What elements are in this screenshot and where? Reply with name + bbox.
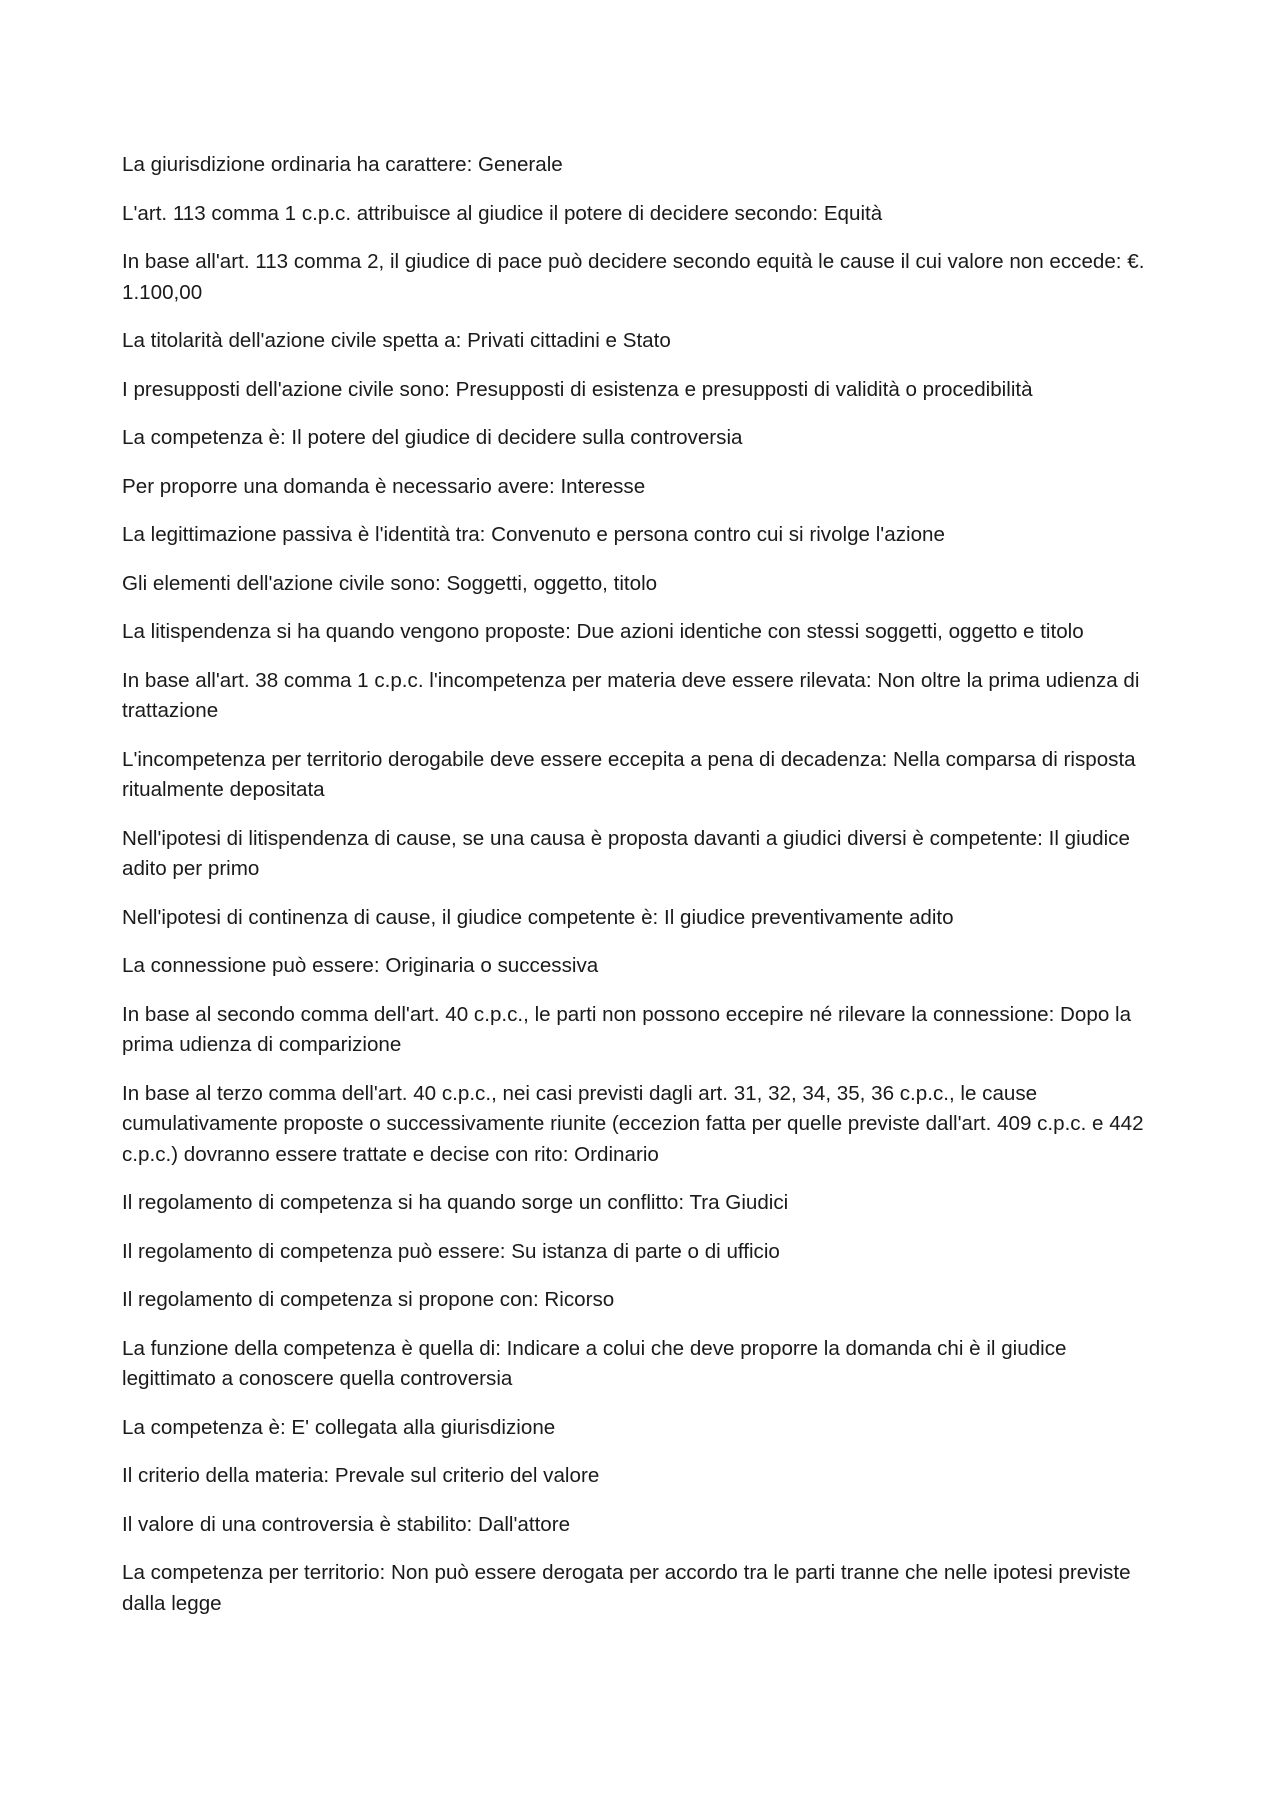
paragraph: Gli elementi dell'azione civile sono: Soggetti, oggetto, titolo [122, 571, 658, 595]
paragraph: Il criterio della materia: Prevale sul criterio del valore [122, 1464, 600, 1487]
paragraph: In base all'art. 113 comma 2, il giudice di pace può decidere secondo equità le cause il cui valore non eccede: €. 1.100,00 [122, 250, 1145, 304]
paragraph: La litispendenza si ha quando vengono proposte: Due azioni identiche con stessi soggetti, oggetto e titolo [122, 620, 1084, 643]
paragraph: Il regolamento di competenza si propone con: Ricorso [122, 1288, 615, 1311]
paragraph: Per proporre una domanda è necessario avere: Interesse [122, 474, 646, 498]
paragraph: La competenza per territorio: Non può essere derogata per accordo tra le parti tranne che nelle ipotesi previste dalla legge [122, 1561, 1131, 1615]
paragraph: La connessione può essere: Originaria o successiva [122, 954, 599, 977]
paragraph: In base al secondo comma dell'art. 40 c.p.c., le parti non possono eccepire né rilevare la connessione: Dopo la prima udienza di comparizione [122, 1002, 1132, 1056]
paragraph: L'art. 113 comma 1 c.p.c. attribuisce al giudice il potere di decidere secondo: Equità [122, 201, 883, 225]
paragraph: Il regolamento di competenza si ha quando sorge un conflitto: Tra Giudici [122, 1191, 789, 1214]
document-body [122, 150, 1162, 1637]
paragraph: La competenza è: Il potere del giudice di decidere sulla controversia [122, 426, 743, 449]
paragraph: La titolarità dell'azione civile spetta a: Privati cittadini e Stato [122, 329, 671, 352]
paragraph: I presupposti dell'azione civile sono: Presupposti di esistenza e presupposti di validità o procedibilità [122, 377, 1033, 401]
paragraph: La competenza è: E' collegata alla giurisdizione [122, 1415, 556, 1439]
paragraph: La funzione della competenza è quella di: Indicare a colui che deve proporre la domanda chi è il giudice legittimato a conoscere quella controversia [122, 1336, 1067, 1390]
paragraph: In base al terzo comma dell'art. 40 c.p.c., nei casi previsti dagli art. 31, 32, 34, 35, 36 c.p.c., le cause cumulativamente proposte o successivamente riunite (eccezion fatta per quelle previste dall'art. 409 c.p.c. e 442 c.p.c.) dovranno essere trattate e decise con rito: Ordinario [122, 1081, 1144, 1166]
paragraph: La giurisdizione ordinaria ha carattere: Generale [122, 153, 563, 176]
paragraph: Il regolamento di competenza può essere: Su istanza di parte o di ufficio [122, 1239, 780, 1263]
paragraph: Nell'ipotesi di continenza di cause, il giudice competente è: Il giudice preventivamente adito [122, 905, 954, 929]
paragraph: Il valore di una controversia è stabilito: Dall'attore [122, 1512, 571, 1536]
paragraph: Nell'ipotesi di litispendenza di cause, se una causa è proposta davanti a giudici diversi è competente: Il giudice adito per primo [122, 826, 1130, 880]
paragraph: In base all'art. 38 comma 1 c.p.c. l'incompetenza per materia deve essere rilevata: Non oltre la prima udienza di trattazione [122, 668, 1140, 722]
paragraph: La legittimazione passiva è l'identità tra: Convenuto e persona contro cui si rivolge l'azione [122, 523, 945, 546]
paragraph: L'incompetenza per territorio derogabile deve essere eccepita a pena di decadenza: Nella comparsa di risposta ritualmente depositata [122, 747, 1136, 801]
